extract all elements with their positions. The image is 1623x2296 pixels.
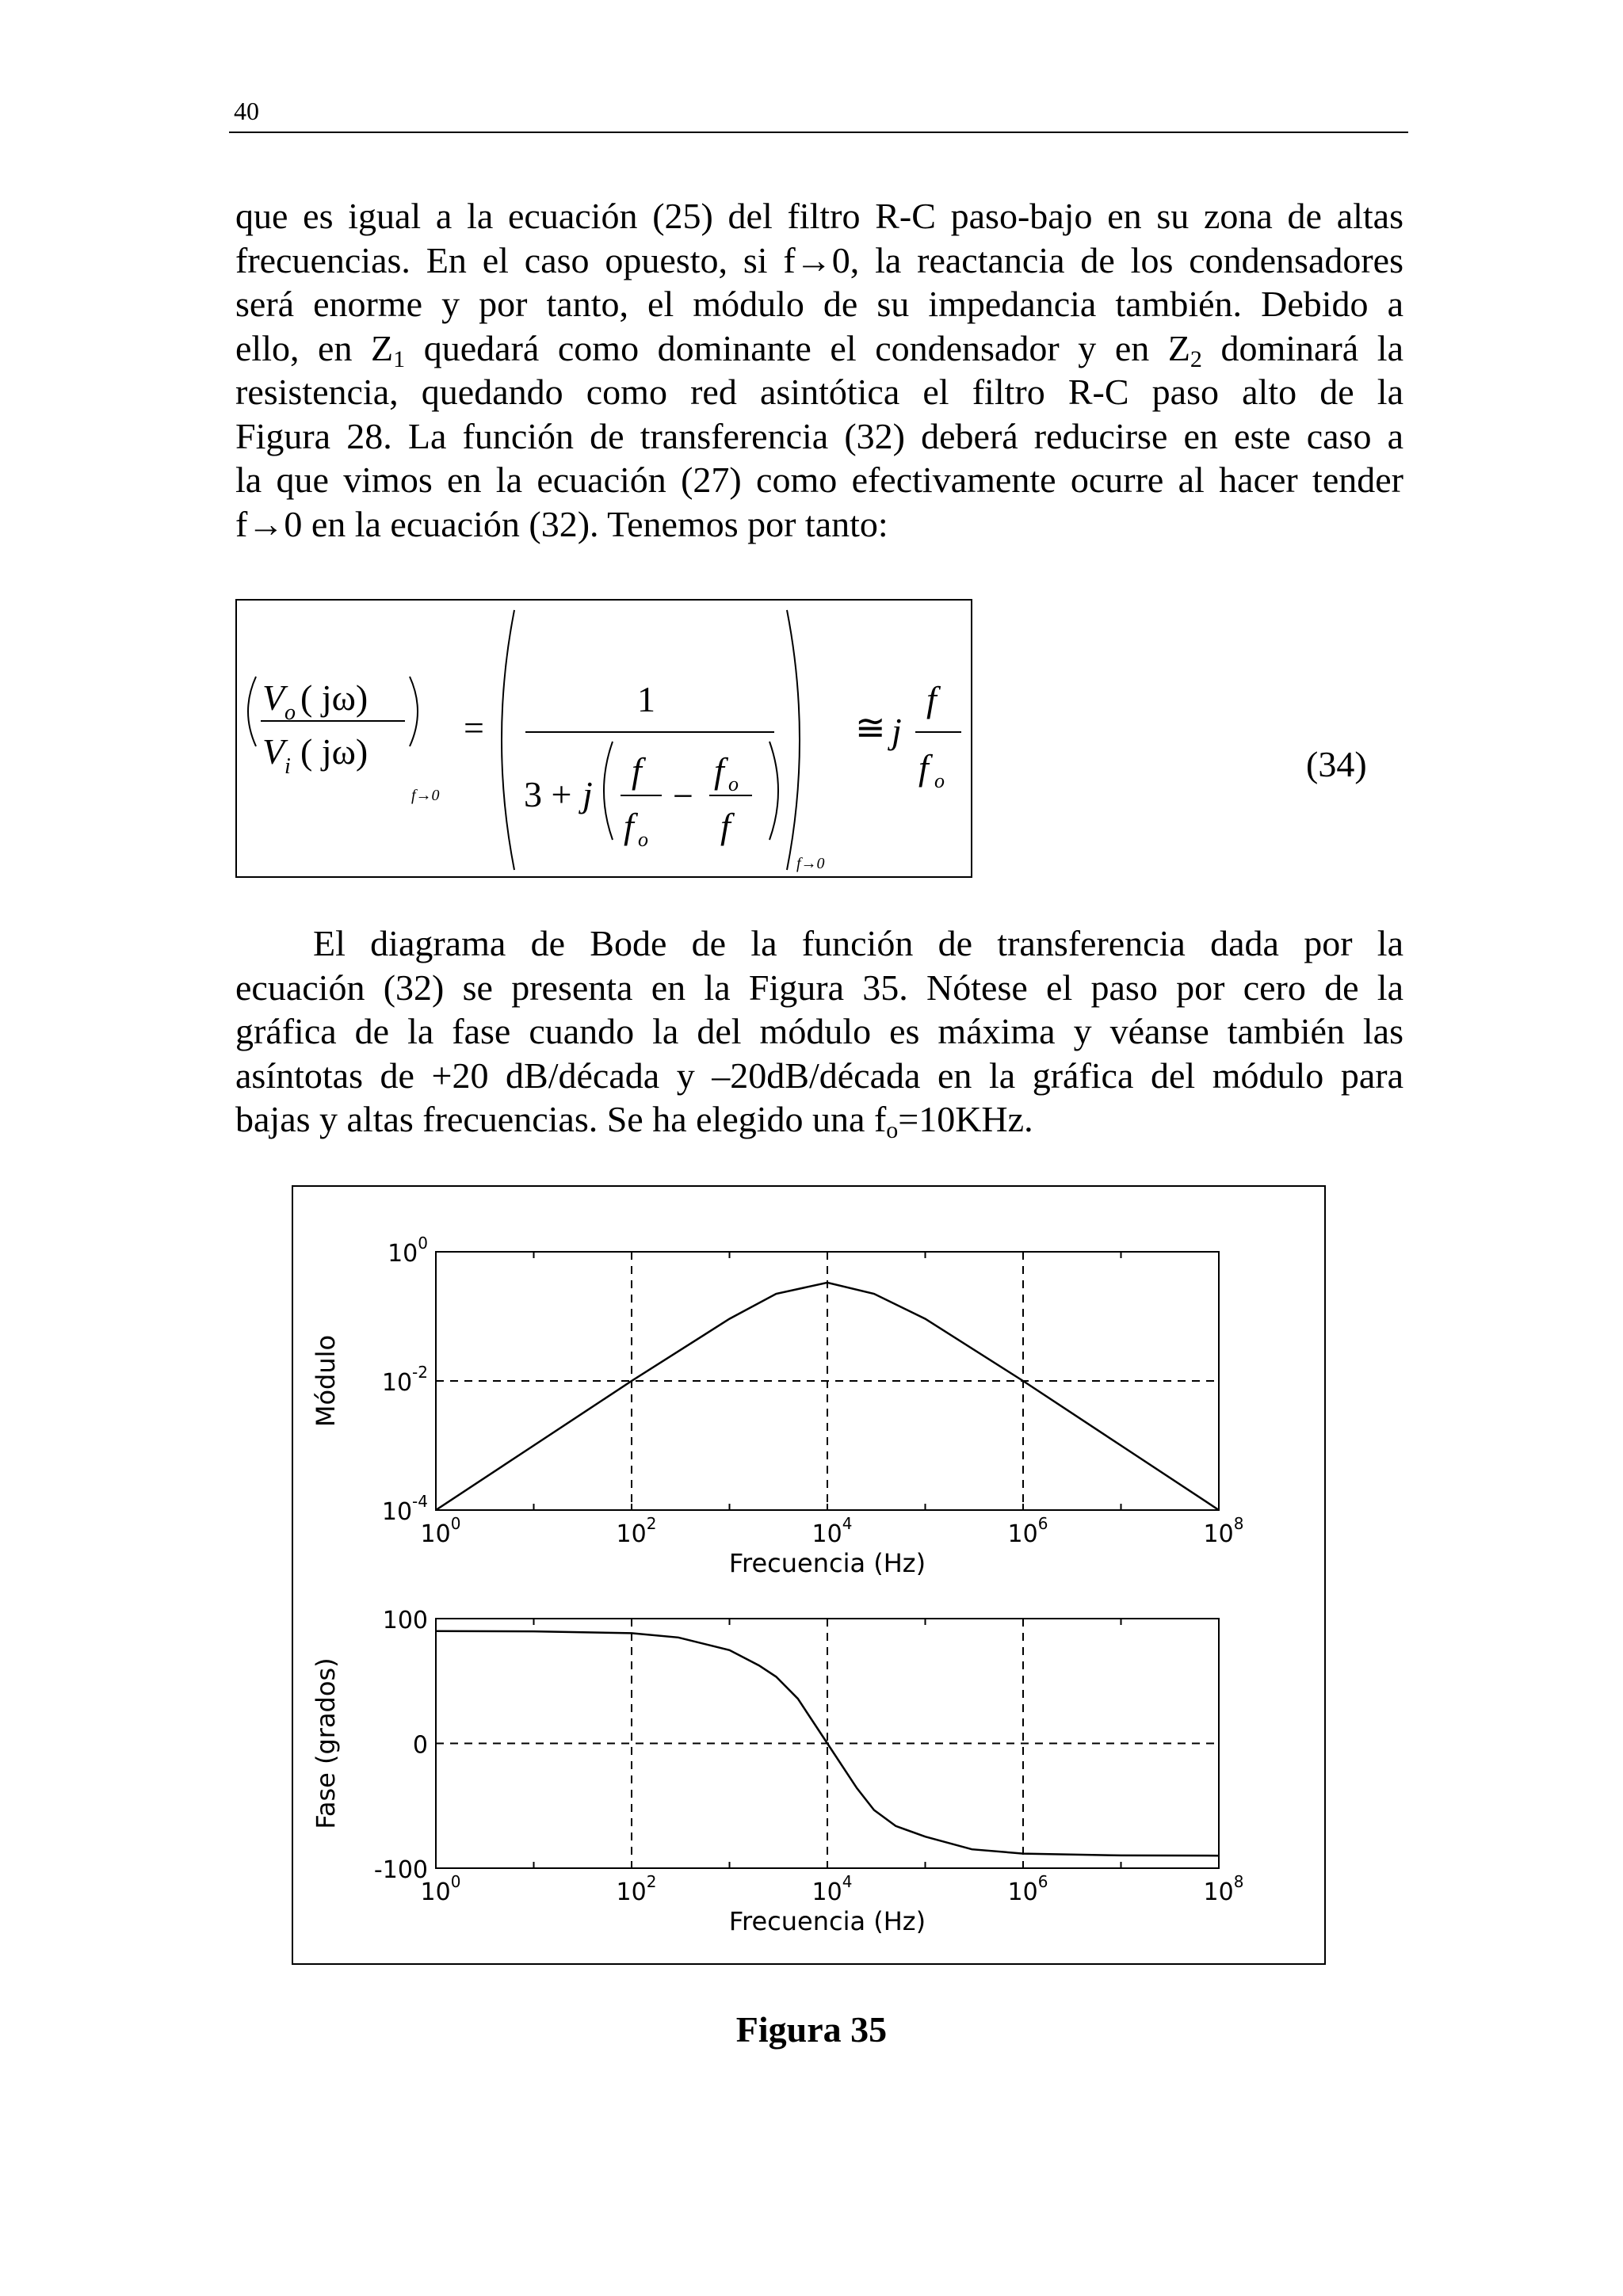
- bode-diagram: [293, 1187, 1324, 1963]
- x-tick-label: $10^6$: [1007, 1514, 1048, 1548]
- y-tick-label: $10^{-2}$: [381, 1363, 428, 1397]
- approx-num-f: f: [926, 679, 937, 719]
- text-line: que es igual a la ecuación (25) del filtro R-C paso-bajo en su zona de altas: [235, 196, 1403, 236]
- inner-den-f2: f: [720, 806, 731, 846]
- text-line: la que vimos en la ecuación (27) como efectivamente ocurre al hacer tender: [235, 460, 1403, 500]
- inner-left-paren: [604, 742, 613, 840]
- approx-den-f: f: [918, 747, 929, 788]
- x-tick-label: $10^0$: [420, 1514, 461, 1548]
- text-line: El diagrama de Bode de la función de transferencia dada por la: [313, 923, 1403, 963]
- text-line: ello, en $Z_1$ quedará como dominante el condensador y en $Z_2$ dominará la: [235, 327, 1403, 372]
- equals-sign: =: [464, 707, 484, 748]
- lhs-den-arg: ( jω): [300, 731, 369, 772]
- y-tick-label: -100: [373, 1856, 428, 1884]
- x-tick-label: $10^6$: [1007, 1872, 1048, 1906]
- text-line: será enorme y por tanto, el módulo de su impedancia también. Debido a: [235, 284, 1403, 324]
- text-line: f→0 en la ecuación (32). Tenemos por tanto:: [235, 503, 888, 544]
- inner-num-fo-sub: o: [728, 772, 739, 795]
- y-axis-label: Fase (grados): [311, 1657, 341, 1829]
- subscript: 1: [393, 345, 406, 372]
- x-axis-label: Frecuencia (Hz): [728, 1548, 926, 1578]
- rhs-right-paren: [787, 610, 800, 870]
- bode-figure-frame: [292, 1185, 1326, 1965]
- approx-j: j: [892, 711, 902, 751]
- subscript: 2: [1190, 345, 1202, 372]
- text-line: asíntotas de +20 dB/década y –20dB/década en la gráfica del módulo para: [235, 1055, 1403, 1096]
- x-axis-label: Frecuencia (Hz): [728, 1906, 926, 1936]
- page-number: 40: [234, 97, 259, 125]
- approx-sign: ≅: [855, 707, 886, 748]
- y-tick-label: $10^{-4}$: [381, 1492, 428, 1526]
- text-line: frecuencias. En el caso opuesto, si f→0, la reactancia de los condensadores: [235, 239, 1403, 280]
- inner-den-sub: o: [638, 828, 648, 851]
- lhs-limit: f→0: [411, 787, 440, 804]
- lhs-num-v: V: [262, 677, 285, 718]
- y-axis-label: Módulo: [311, 1334, 341, 1428]
- inner-minus: −: [673, 776, 693, 816]
- y-tick-label: 100: [382, 1607, 428, 1634]
- lhs-den-v: V: [262, 731, 285, 772]
- rhs-j: j: [582, 774, 593, 814]
- lhs-den-sub: i: [285, 754, 291, 779]
- inner-num-f: f: [632, 750, 642, 791]
- equation-number: (34): [1306, 744, 1367, 784]
- equation-34: [237, 601, 971, 876]
- paragraph-2: [235, 921, 1403, 1142]
- rhs-left-paren: [502, 610, 514, 870]
- rhs-limit: f→0: [796, 855, 825, 872]
- x-tick-label: $10^8$: [1203, 1872, 1244, 1906]
- x-tick-label: $10^8$: [1203, 1514, 1244, 1548]
- approx-den-sub: o: [934, 769, 945, 792]
- text-line: Figura 28. La función de transferencia (32) deberá reducirse en este caso a: [235, 415, 1403, 456]
- text-line: gráfica de la fase cuando la del módulo es máxima y véanse también las: [235, 1011, 1403, 1051]
- equation-box: [235, 599, 972, 878]
- header-rule: [229, 132, 1408, 133]
- text-line: bajas y altas frecuencias. Se ha elegido una $f_o=10KHz$.: [235, 1099, 1033, 1143]
- lhs-num-arg: ( jω): [300, 677, 369, 718]
- x-tick-label: $10^0$: [420, 1872, 461, 1906]
- text-line: resistencia, quedando como red asintótica el filtro R-C paso alto de la: [235, 372, 1403, 412]
- lhs-left-paren: [248, 677, 256, 746]
- text-line: ecuación (32) se presenta en la Figura 35. Nótese el paso por cero de la: [235, 967, 1403, 1008]
- lhs-num-sub: o: [285, 700, 296, 725]
- x-tick-label: $10^4$: [812, 1872, 853, 1906]
- rhs-numerator-one: 1: [637, 679, 655, 719]
- paragraph-1: [235, 194, 1403, 546]
- lhs-right-paren: [410, 677, 418, 746]
- inner-right-paren: [769, 742, 778, 840]
- y-tick-label: $10^0$: [388, 1234, 428, 1268]
- figure-caption: Figura 35: [735, 2009, 888, 2050]
- x-tick-label: $10^4$: [812, 1514, 853, 1548]
- inner-den-f: f: [624, 806, 634, 846]
- x-tick-label: $10^2$: [616, 1872, 657, 1906]
- subscript: o: [886, 1117, 899, 1143]
- rhs-three-plus: 3 +: [524, 774, 572, 814]
- x-tick-label: $10^2$: [616, 1514, 657, 1548]
- inner-num-fo: f: [714, 750, 724, 791]
- y-tick-label: 0: [412, 1731, 428, 1760]
